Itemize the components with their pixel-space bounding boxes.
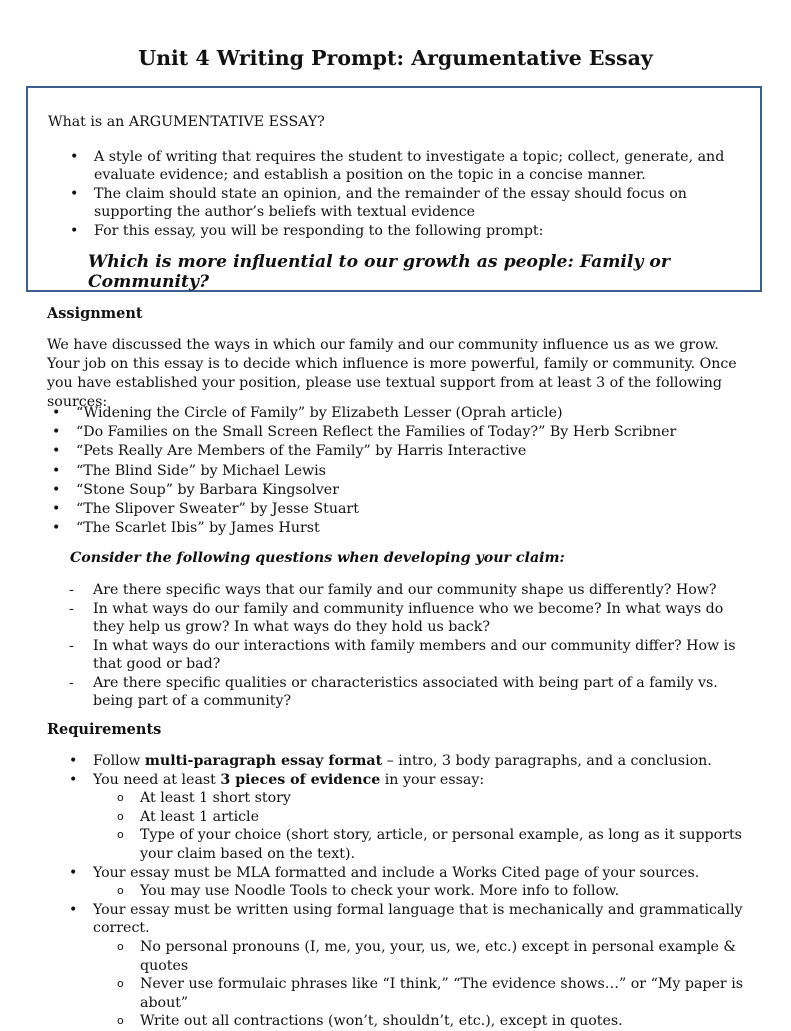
definition-bullet: • The claim should state an opinion, and the remainder of the essay should focus on supporting the author’s beliefs with textual evidence [48, 185, 748, 221]
requirement-subitem: o You may use Noodle Tools to check your work. More info to follow. [93, 882, 757, 901]
requirement-subitem: o Never use formulaic phrases like “I think,” “The evidence shows…” or “My paper is about” [93, 975, 757, 1012]
requirement-item: • Follow multi-paragraph essay format – intro, 3 body paragraphs, and a conclusion. [47, 752, 757, 771]
assignment-heading: Assignment [47, 305, 143, 322]
requirement-subitem: o Type of your choice (short story, article, or personal example, as long as it supports your claim based on the text). [93, 826, 757, 863]
requirement-sublist [93, 938, 757, 1031]
requirement-item: • Your essay must be written using formal language that is mechanically and grammatically correct. o No personal pronouns (I, me, you, your, us, we, etc.) except in personal example & quotes o Never use formulaic phrases like “I think,” “The evidence shows…” or “My paper is about” o Write out all contractions (won’t, shouldn’t, etc.), except in quotes. [47, 901, 757, 1031]
definition-question: What is an ARGUMENTATIVE ESSAY? [48, 114, 325, 130]
source-item: • “Widening the Circle of Family” by Elizabeth Lesser (Oprah article) [30, 404, 676, 423]
question-item: - In what ways do our family and community influence who we become? In what ways do they help us grow? In what ways do they hold us back? [47, 600, 747, 636]
requirement-subitem: o At least 1 article [93, 808, 757, 827]
requirement-subitem: o At least 1 short story [93, 789, 757, 808]
requirement-subitem: o No personal pronouns (I, me, you, your, us, we, etc.) except in personal example & quotes [93, 938, 757, 975]
source-item: • “The Slipover Sweater” by Jesse Stuart [30, 500, 676, 519]
question-item: - Are there specific ways that our family and our community shape us differently? How? [47, 581, 747, 599]
source-item: • “The Scarlet Ibis” by James Hurst [30, 519, 676, 538]
source-item: • “The Blind Side” by Michael Lewis [30, 462, 676, 481]
source-item: • “Stone Soup” by Barbara Kingsolver [30, 481, 676, 500]
requirement-item: • Your essay must be MLA formatted and include a Works Cited page of your sources. o You may use Noodle Tools to check your work. More info to follow. [47, 864, 757, 901]
question-item: - Are there specific qualities or characteristics associated with being part of a family vs. being part of a community? [47, 674, 747, 710]
requirement-sublist [93, 789, 757, 863]
questions-list [47, 581, 747, 711]
source-item: • “Do Families on the Small Screen Reflect the Families of Today?” By Herb Scribner [30, 423, 676, 442]
requirement-sublist [93, 882, 757, 901]
definition-bullets [48, 148, 748, 240]
sources-list [30, 404, 676, 538]
assignment-paragraph: We have discussed the ways in which our family and our community influence us as we grow. Your job on this essay is to decide which influence is more powerful, family or community. Once you have established your position, please use textual support from at least 3 of the following sources: [47, 337, 737, 410]
requirement-item: • You need at least 3 pieces of evidence in your essay: o At least 1 short story o At least 1 article o Type of your choice (short story, article, or personal example, as long as it supports your claim based on the text). [47, 771, 757, 864]
source-item: • “Pets Really Are Members of the Family” by Harris Interactive [30, 442, 676, 461]
definition-bullet: • For this essay, you will be responding to the following prompt: [48, 222, 748, 240]
requirement-subitem: o Write out all contractions (won’t, shouldn’t, etc.), except in quotes. [93, 1012, 757, 1031]
question-item: - In what ways do our interactions with family members and our community differ? How is that good or bad? [47, 637, 747, 673]
requirements-list [47, 752, 757, 1031]
page-title: Unit 4 Writing Prompt: Argumentative Essay [138, 46, 653, 70]
essay-prompt: Which is more influential to our growth as people: Family or Community? [88, 252, 670, 292]
definition-box [26, 86, 762, 292]
definition-bullet: • A style of writing that requires the student to investigate a topic; collect, generate, and evaluate evidence; and establish a position on the topic in a concise manner. [48, 148, 748, 184]
requirements-heading: Requirements [47, 721, 162, 738]
questions-heading: Consider the following questions when developing your claim: [70, 550, 565, 566]
